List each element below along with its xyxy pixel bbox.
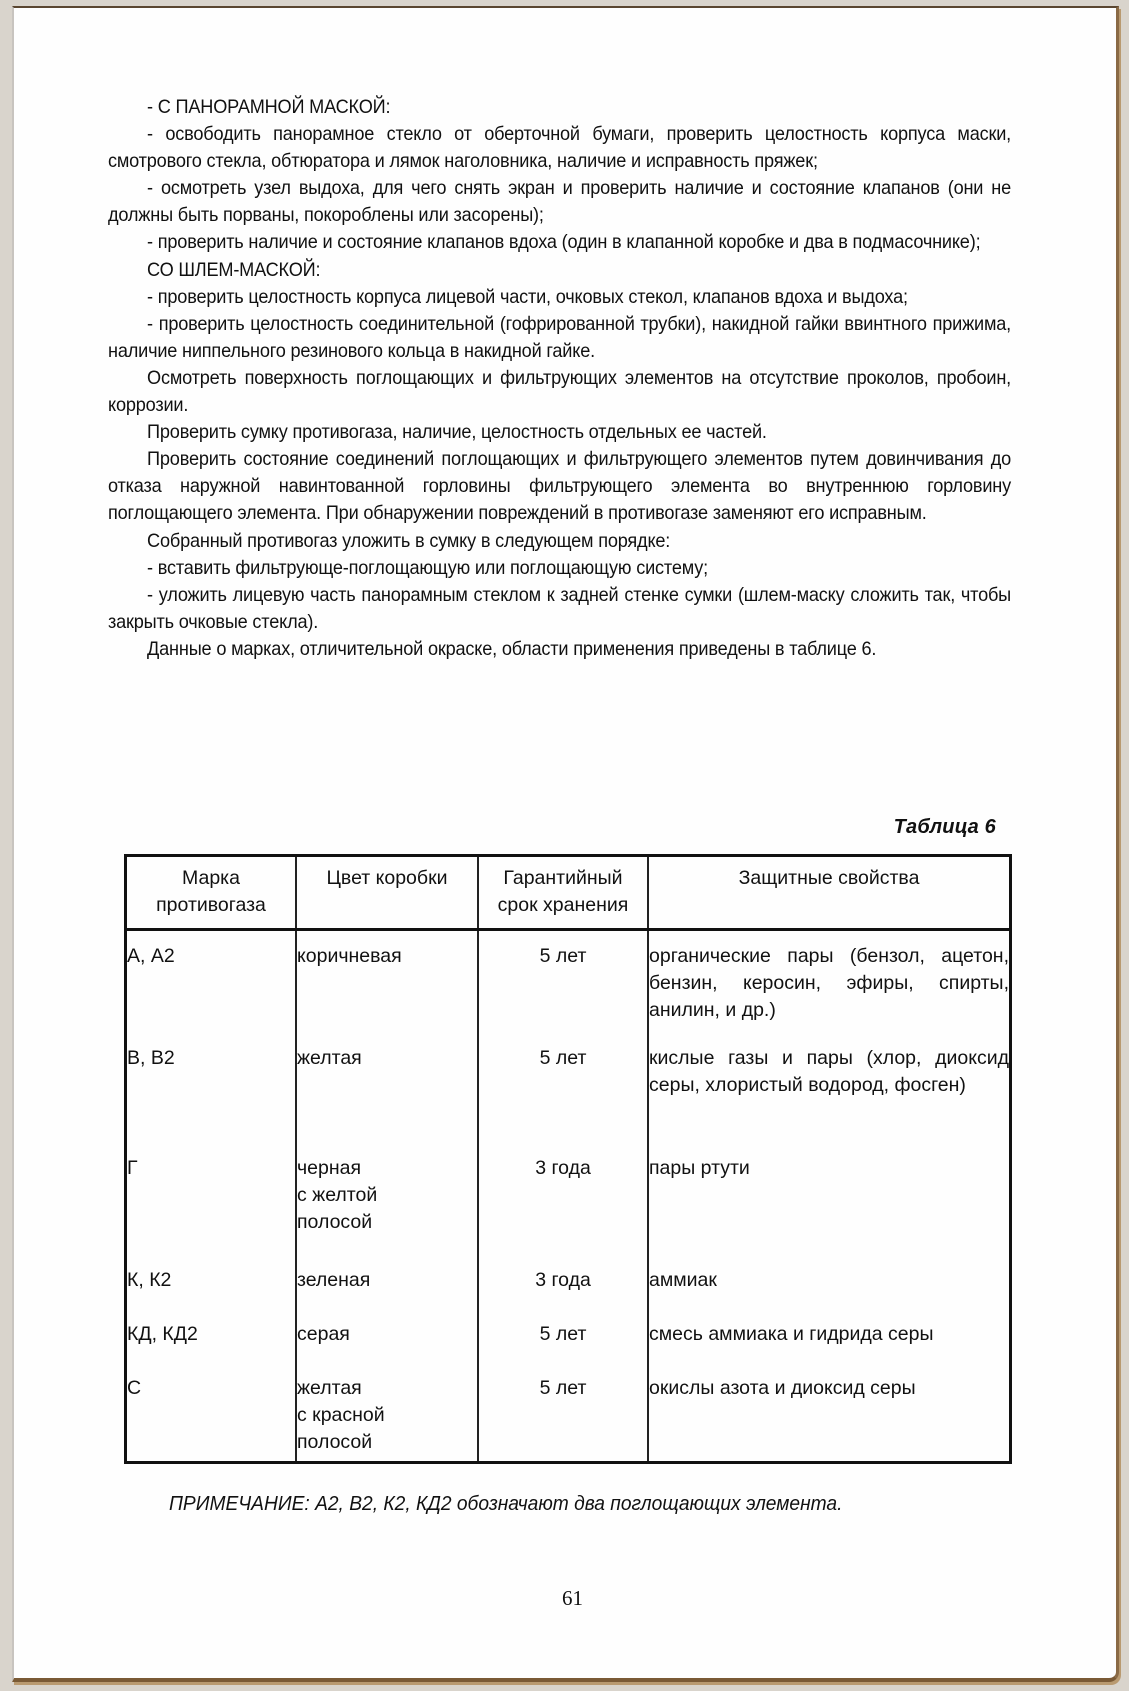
cell-properties: окислы азота и диоксид серы <box>648 1363 1011 1463</box>
table-row <box>126 1143 1011 1255</box>
cell-properties: смесь аммиака и гидрида серы <box>648 1309 1011 1363</box>
cell-properties: пары ртути <box>648 1143 1011 1255</box>
cell-mark: К, К2 <box>126 1255 297 1309</box>
table-row <box>126 1309 1011 1363</box>
section-heading-helmet-mask: СО ШЛЕМ-МАСКОЙ: <box>147 258 321 281</box>
paragraph: - проверить целостность соединительной (гофрированной трубки), накидной гайки ввинтного прижима, наличие ниппельного резинового кольца в накидной гайке. <box>108 312 1012 362</box>
cell-color: желтая <box>296 1033 478 1143</box>
table-row <box>126 1363 1011 1463</box>
cell-color: серая <box>296 1309 478 1363</box>
column-header-mark: Марка противогаза <box>126 856 297 930</box>
paragraph: Собранный противогаз уложить в сумку в следующем порядке: <box>147 529 671 552</box>
cell-term: 5 лет <box>478 1309 648 1363</box>
table-footnote: ПРИМЕЧАНИЕ: А2, В2, К2, КД2 обозначают два поглощающих элемента. <box>169 1493 843 1515</box>
gas-mask-table <box>124 854 1012 1464</box>
cell-mark: КД, КД2 <box>126 1309 297 1363</box>
column-header-box-color: Цвет коробки <box>296 856 478 930</box>
body-text <box>108 94 1011 663</box>
cell-term: 5 лет <box>478 930 648 1033</box>
paragraph: Проверить состояние соединений поглощающих и фильтрующего элементов путем довинчивания до отказа наружной навинтованной горловины фильтрующего элемента во внутреннюю горловину поглощающего элемента. При обнаружении повреждений в противогазе заменяют его исправным. <box>108 448 1012 525</box>
cell-properties: кислые газы и пары (хлор, диоксид серы, хлористый водород, фосген) <box>648 1033 1011 1143</box>
column-header-shelf-life: Гарантийный срок хранения <box>478 856 648 930</box>
paragraph: - проверить целостность корпуса лицевой части, очковых стекол, клапанов вдоха и выдоха; <box>147 285 908 308</box>
paragraph: - осмотреть узел выдоха, для чего снять экран и проверить наличие и состояние клапанов (они не должны быть порваны, покороблены или засорены); <box>108 177 1012 227</box>
cell-color: черная с желтой полосой <box>296 1143 478 1255</box>
paragraph: Данные о марках, отличительной окраске, области применения приведены в таблице 6. <box>147 637 877 660</box>
cell-term: 3 года <box>478 1255 648 1309</box>
cell-properties: органические пары (бензол, ацетон, бензин, керосин, эфиры, спирты, анилин, и др.) <box>648 930 1011 1033</box>
cell-mark: С <box>126 1363 297 1463</box>
paragraph: - уложить лицевую часть панорамным стеклом к задней стенке сумки (шлем-маску сложить так, чтобы закрыть очковые стекла). <box>108 583 1012 633</box>
scanned-page <box>12 6 1119 1682</box>
paragraph: Проверить сумку противогаза, наличие, целостность отдельных ее частей. <box>147 421 767 444</box>
cell-color: коричневая <box>296 930 478 1033</box>
cell-mark: Г <box>126 1143 297 1255</box>
cell-properties: аммиак <box>648 1255 1011 1309</box>
table-row <box>126 1255 1011 1309</box>
cell-color: желтая с красной полосой <box>296 1363 478 1463</box>
page-number: 61 <box>562 1586 583 1610</box>
cell-mark: А, А2 <box>126 930 297 1033</box>
cell-term: 5 лет <box>478 1363 648 1463</box>
paragraph: - проверить наличие и состояние клапанов вдоха (один в клапанной коробке и два в подмасочнике); <box>147 231 981 254</box>
table-row <box>126 1033 1011 1143</box>
paragraph: - освободить панорамное стекло от оберточной бумаги, проверить целостность корпуса маски, смотрового стекла, обтюратора и лямок наголовника, наличие и исправность пряжек; <box>108 123 1012 173</box>
paragraph: Осмотреть поверхность поглощающих и фильтрующих элементов на отсутствие проколов, пробоин, коррозии. <box>108 366 1012 417</box>
cell-color: зеленая <box>296 1255 478 1309</box>
section-heading-panoramic-mask: - С ПАНОРАМНОЙ МАСКОЙ: <box>147 96 391 118</box>
cell-term: 3 года <box>478 1143 648 1255</box>
table-caption: Таблица 6 <box>893 816 996 838</box>
table-row <box>126 930 1011 1033</box>
paragraph: - вставить фильтрующе-поглощающую или поглощающую систему; <box>147 556 708 579</box>
table-header-row <box>126 856 1011 930</box>
column-header-protective-properties: Защитные свойства <box>648 856 1011 930</box>
cell-term: 5 лет <box>478 1033 648 1143</box>
cell-mark: В, В2 <box>126 1033 297 1143</box>
